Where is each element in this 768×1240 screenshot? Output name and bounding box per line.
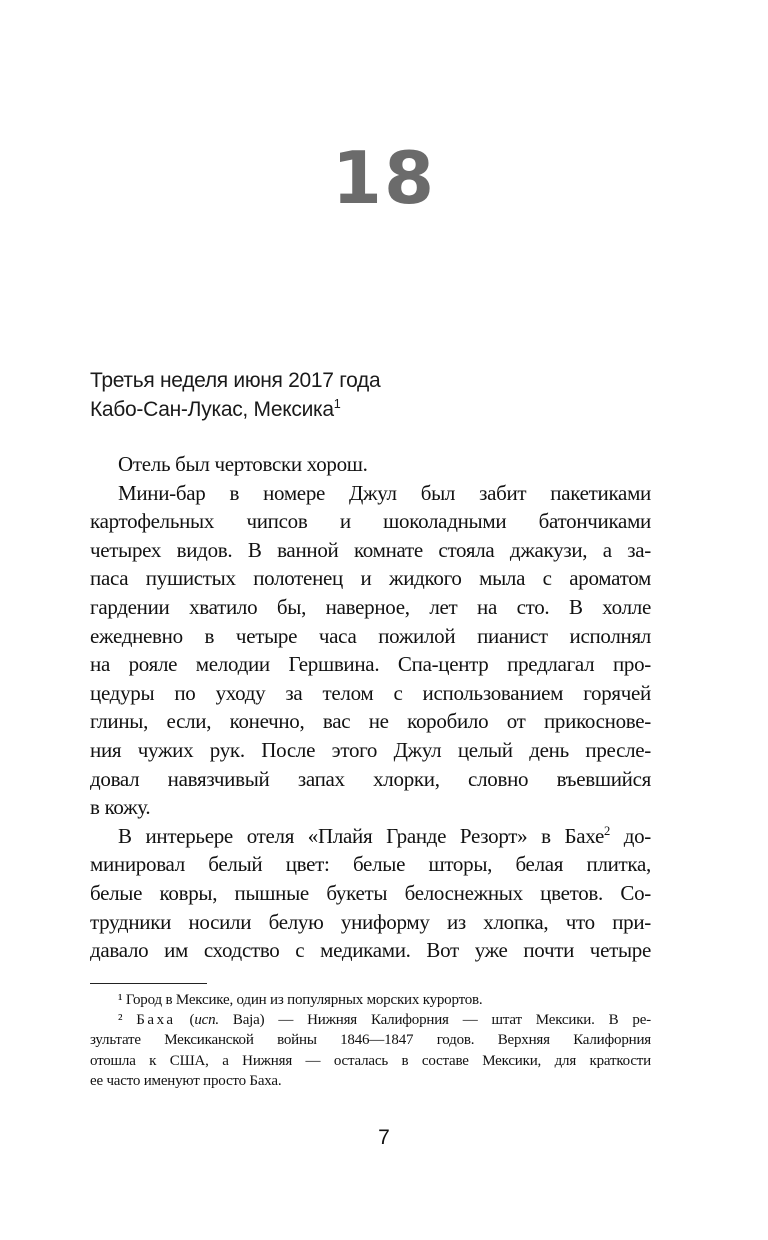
paragraph-2-line: паса пушистых полотенец и жидкого мыла с ароматом (90, 566, 651, 591)
paragraph-2-line: цедуры по уходу за телом с использованием горячей (90, 680, 651, 705)
dateline-location (90, 395, 690, 424)
paragraph-3-line: трудники носили белую униформу из хлопка, что при- (90, 909, 651, 934)
chapter-number: 18 (331, 136, 437, 220)
chapter-body (90, 450, 651, 965)
footnotes (90, 990, 651, 1091)
footnote-2-line: ее часто именуют просто Баха. (90, 1072, 282, 1089)
dateline-place: Кабо-Сан-Лукас, Мексика (90, 398, 334, 421)
footnote-ref-1[interactable]: 1 (333, 397, 341, 411)
paragraph-3-text: до- (609, 823, 651, 848)
paragraph-2-line: в кожу. (90, 795, 151, 820)
footnote-2-lang: исп. (194, 1012, 219, 1029)
paragraph-2-line: ния чужих рук. После этого Джул целый день пресле- (90, 737, 651, 762)
paragraph-2-line: Мини-бар в номере Джул был забит пакетиками (118, 480, 651, 505)
paragraph-3-line: белые ковры, пышные букеты белоснежных цветов. Со- (90, 880, 651, 905)
footnote-2-term: Баха (136, 1012, 176, 1029)
footnote-separator (90, 983, 207, 984)
footnote-2-paren: ( (189, 1012, 195, 1029)
page-number: 7 (378, 1126, 390, 1149)
footnote-2-line: зультате Мексиканской войны 1846—1847 годов. Верхняя Калифорния (90, 1032, 651, 1049)
dateline-date: Третья неделя июня 2017 года (90, 369, 381, 392)
paragraph-3-text: В интерьере отеля «Плайя Гранде Резорт» в Бахе (118, 823, 604, 848)
footnote-2-marker: ² (118, 1012, 123, 1029)
footnote-2-line: отошла к США, а Нижняя — осталась в составе Мексики, для краткости (90, 1052, 651, 1069)
paragraph-2-line: глины, если, конечно, вас не коробило от прикоснове- (90, 709, 651, 734)
paragraph-3-line (90, 822, 651, 851)
paragraph-2-line: четырех видов. В ванной комнате стояла джакузи, а за- (90, 537, 651, 562)
paragraph-2-line: довал навязчивый запах хлорки, словно въевшийся (90, 766, 651, 791)
footnote-1: ¹ Город в Мексике, один из популярных морских курортов. (118, 992, 483, 1008)
footnote-2-text: Baja) — Нижняя Калифорния — штат Мексики. В ре- (218, 1012, 651, 1029)
paragraph-2-line: на рояле мелодии Гершвина. Спа-центр предлагал про- (90, 652, 651, 677)
footnote-2-line (90, 1010, 651, 1030)
paragraph-1: Отель был чертовски хорош. (118, 452, 368, 476)
paragraph-3-line: минировал белый цвет: белые шторы, белая плитка, (90, 852, 651, 877)
paragraph-3-line: давало им сходство с медиками. Вот уже почти четыре (90, 938, 651, 963)
paragraph-2-line: гардении хватило бы, наверное, лет на сто. В холле (90, 594, 651, 619)
footnote-ref-2[interactable]: 2 (603, 823, 610, 838)
paragraph-2-line: ежедневно в четыре часа пожилой пианист исполнял (90, 623, 651, 648)
paragraph-2-line: картофельных чипсов и шоколадными батончиками (90, 509, 651, 534)
chapter-dateline (90, 366, 690, 424)
